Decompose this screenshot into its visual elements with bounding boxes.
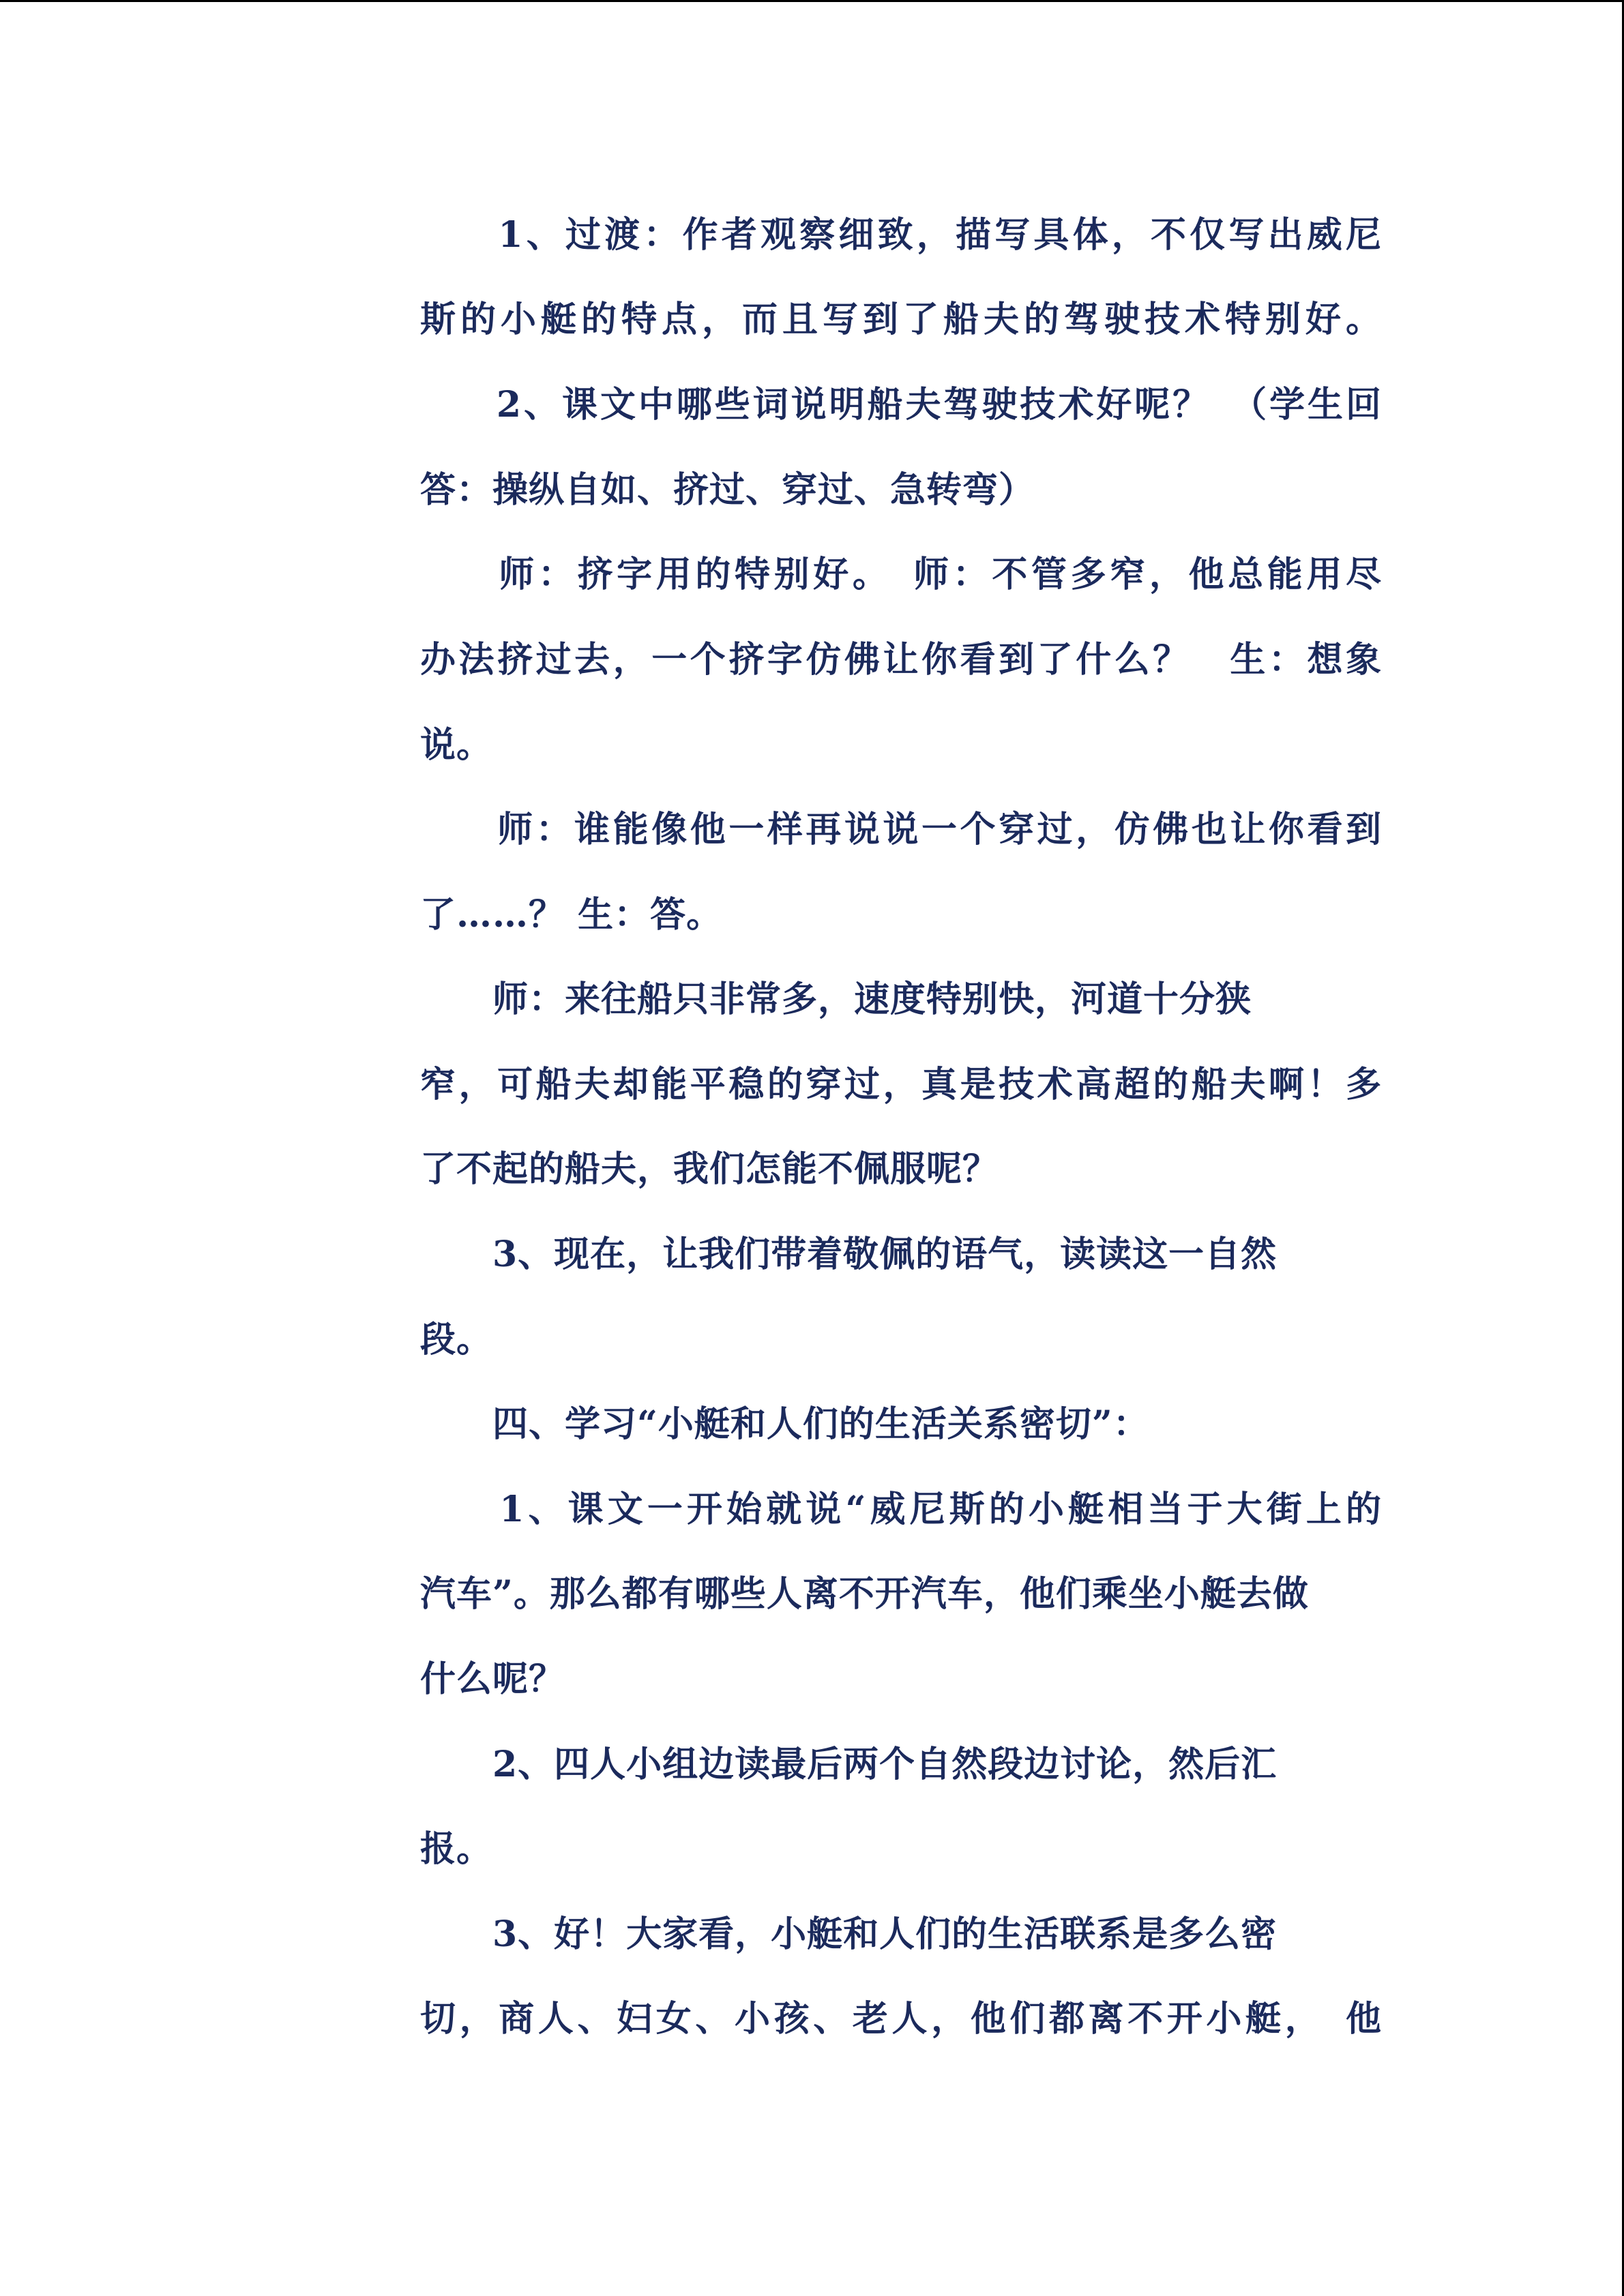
text-line: 师：来往船只非常多，速度特别快，河道十分狭 — [420, 979, 1252, 1020]
text-line: 3、现在，让我们带着敬佩的语气，读读这一自然 — [420, 1234, 1278, 1275]
text-line: 师：谁能像他一样再说说一个穿过，仿佛也让你看到 — [420, 809, 1382, 850]
text-line: 办法挤过去，一个挤字仿佛让你看到了什么？ 生：想象 — [420, 639, 1382, 681]
text-line: 了……？ 生：答。 — [420, 894, 723, 936]
text-line: 汽车”。那么都有哪些人离不开汽车，他们乘坐小艇去做 — [420, 1573, 1309, 1615]
text-line: 2、课文中哪些词说明船夫驾驶技术好呢？ （学生回 — [420, 384, 1382, 426]
text-line: 2、四人小组边读最后两个自然段边讨论，然后汇 — [420, 1744, 1278, 1785]
text-line: 答：操纵自如、挤过、穿过、急转弯） — [420, 469, 1035, 511]
text-line: 四、学习“小艇和人们的生活关系密切”： — [420, 1403, 1149, 1445]
text-line: 段。 — [420, 1319, 493, 1360]
text-line: 窄，可船夫却能平稳的穿过，真是技术高超的船夫啊！多 — [420, 1064, 1382, 1105]
text-line: 报。 — [420, 1828, 493, 1870]
text-line: 3、好！大家看，小艇和人们的生活联系是多么密 — [420, 1913, 1278, 1955]
text-line: 说。 — [420, 724, 493, 766]
text-line: 什么呢？ — [420, 1658, 565, 1700]
text-line: 1、课文一开始就说“威尼斯的小艇相当于大街上的 — [420, 1489, 1382, 1530]
text-line: 斯的小艇的特点，而且写到了船夫的驾驶技术特别好。 — [420, 299, 1382, 340]
text-line: 切，商人、妇女、小孩、老人，他们都离不开小艇， 他 — [420, 1998, 1382, 2040]
text-line: 师：挤字用的特别好。 师：不管多窄，他总能用尽 — [420, 554, 1382, 595]
text-line: 了不起的船夫，我们怎能不佩服呢？ — [420, 1148, 999, 1190]
page-border-top — [0, 0, 1624, 2]
text-line: 1、过渡：作者观察细致，描写具体，不仅写出威尼 — [420, 214, 1382, 256]
